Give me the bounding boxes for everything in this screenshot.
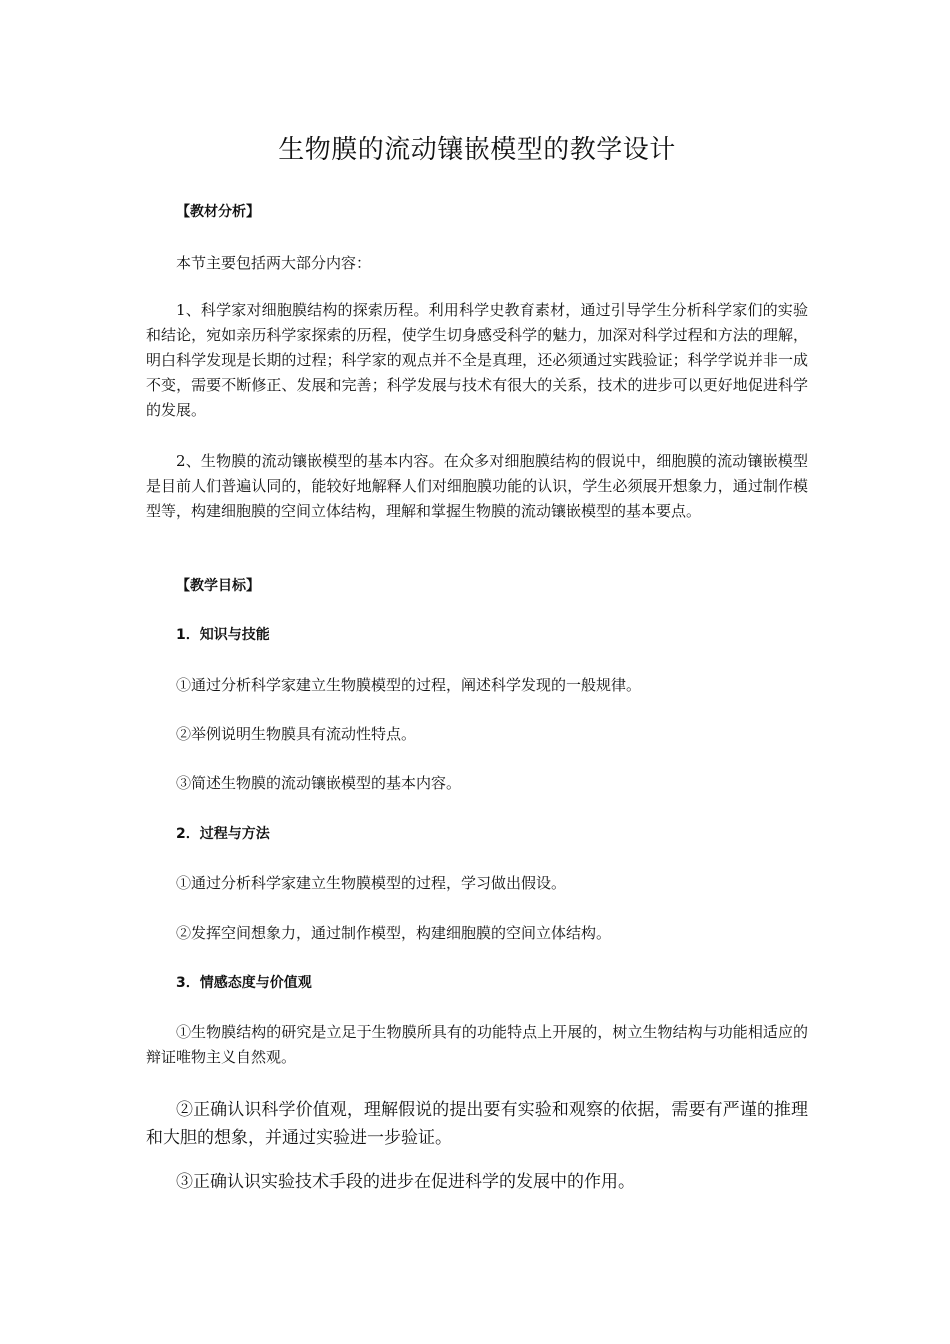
- process-item-2: ②发挥空间想象力，通过制作模型，构建细胞膜的空间立体结构。: [176, 924, 612, 942]
- analysis-intro: 本节主要包括两大部分内容：: [176, 254, 372, 272]
- document-title: 生物膜的流动镶嵌模型的教学设计: [278, 135, 676, 165]
- knowledge-item-1: ①通过分析科学家建立生物膜模型的过程，阐述科学发现的一般规律。: [176, 676, 642, 694]
- section-heading-objectives: 【教学目标】: [176, 578, 260, 594]
- analysis-paragraph-1: 1、科学家对细胞膜结构的探索历程。利用科学史教育素材，通过引导学生分析科学家们的实验和结论，宛如亲历科学家探索的历程，使学生切身感受科学的魅力，加深对科学过程和方法的理解，明白科学发现是长期的过程；科学家的观点并不全是真理，还必须通过实践验证；科学学说并非一成不变，需要不断修正、发展和完善；科学发展与技术有很大的关系，技术的进步可以更好地促进科学的发展。: [146, 301, 808, 419]
- subheading-process: 2．过程与方法: [176, 826, 270, 842]
- subheading-attitude: 3．情感态度与价值观: [176, 975, 312, 991]
- attitude-item-2: ②正确认识科学价值观，理解假说的提出要有实验和观察的依据，需要有严谨的推理和大胆的想象，并通过实验进一步验证。: [146, 1100, 808, 1148]
- knowledge-item-3: ③简述生物膜的流动镶嵌模型的基本内容。: [176, 774, 462, 792]
- process-item-1: ①通过分析科学家建立生物膜模型的过程，学习做出假设。: [176, 874, 567, 892]
- subheading-knowledge: 1．知识与技能: [176, 627, 270, 643]
- analysis-paragraph-2: 2、生物膜的流动镶嵌模型的基本内容。在众多对细胞膜结构的假说中，细胞膜的流动镶嵌模型是目前人们普遍认同的，能较好地解释人们对细胞膜功能的认识，学生必须展开想象力，通过制作模型等，构建细胞膜的空间立体结构，理解和掌握生物膜的流动镶嵌模型的基本要点。: [146, 452, 808, 520]
- attitude-item-1: ①生物膜结构的研究是立足于生物膜所具有的功能特点上开展的，树立生物结构与功能相适应的辩证唯物主义自然观。: [146, 1023, 808, 1066]
- section-heading-analysis: 【教材分析】: [176, 204, 260, 220]
- knowledge-item-2: ②举例说明生物膜具有流动性特点。: [176, 725, 417, 743]
- document-page: [146, 0, 808, 1344]
- attitude-item-3: ③正确认识实验技术手段的进步在促进科学的发展中的作用。: [176, 1172, 635, 1192]
